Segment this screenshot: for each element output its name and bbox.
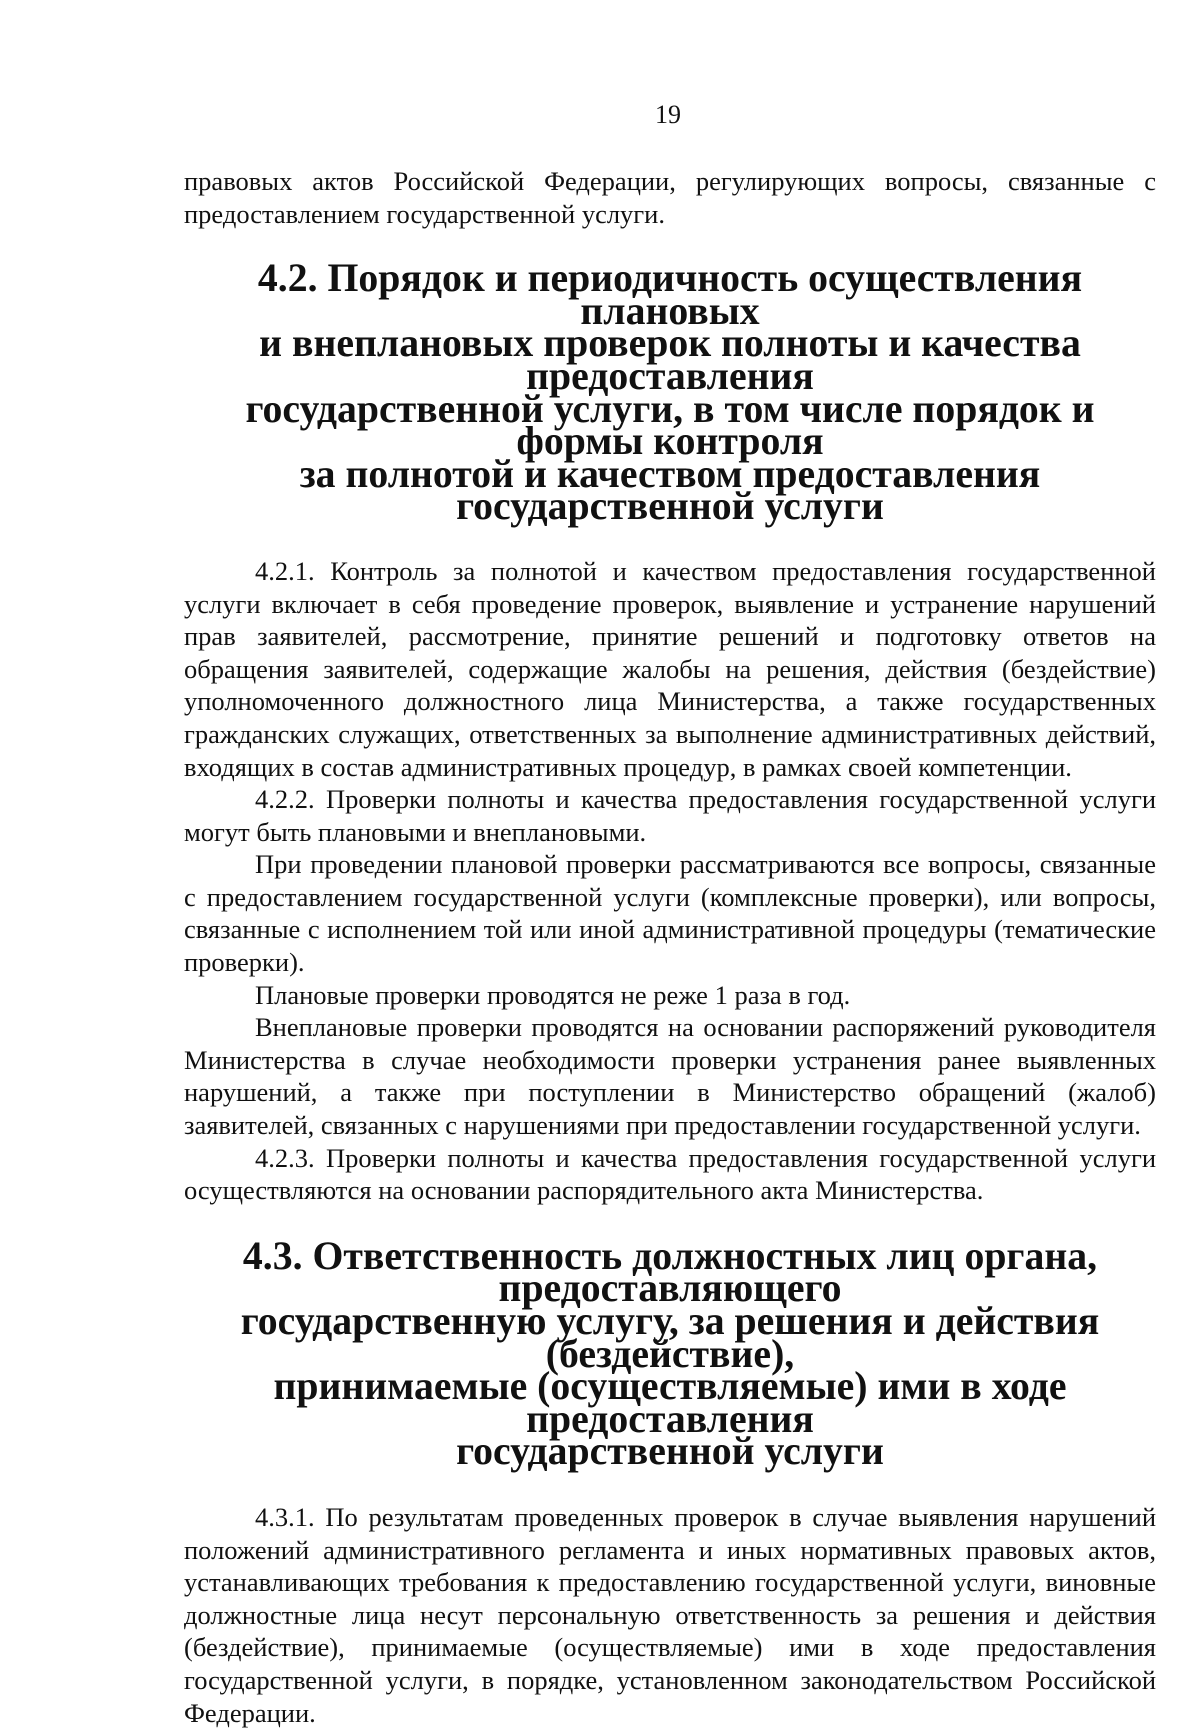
- section-heading-4-2: [184, 256, 1156, 529]
- section-heading-4-3: [184, 1233, 1156, 1474]
- heading-line: за полнотой и качеством предоставления государственной услуги: [299, 451, 1041, 529]
- heading-line: и внеплановых проверок полноты и качества предоставления: [259, 321, 1081, 398]
- paragraph-4-2-2: 4.2.2. Проверки полноты и качества предоставления государственной услуги могут быть плановыми и внеплановыми.: [184, 784, 1156, 847]
- heading-line: государственной услуги, в том числе порядок и формы контроля: [245, 386, 1095, 464]
- heading-line: 4.2. Порядок и периодичность осуществления плановых: [257, 256, 1083, 333]
- heading-line: 4.3. Ответственность должностных лиц органа, предоставляющего: [242, 1233, 1098, 1311]
- page-number: 19: [655, 100, 681, 129]
- paragraph-planned-checks: При проведении плановой проверки рассматриваются все вопросы, связанные с предоставлением государственной услуги (комплексные проверки), или вопросы, связанные с исполнением той или иной административной процедуры (тематические проверки).: [184, 849, 1156, 978]
- paragraph-4-2-3: 4.2.3. Проверки полноты и качества предоставления государственной услуги осуществляются на основании распорядительного акта Министерства.: [184, 1142, 1156, 1206]
- paragraph-4-2-1: 4.2.1. Контроль за полнотой и качеством предоставления государственной услуги включает в себя проведение проверок, выявление и устранение нарушений прав заявителей, рассмотрение, принятие решений и подготовку ответов на обращения заявителей, содержащие жалобы на решения, действия (бездействие) уполномоченного должностного лица Министерства, а также государственных гражданских служащих, ответственных за выполнение административных действий, входящих в состав административных процедур, в рамках своей компетенции.: [184, 555, 1156, 782]
- heading-line: государственной услуги: [456, 1429, 884, 1474]
- paragraph-4-3-1: 4.3.1. По результатам проведенных проверок в случае выявления нарушений положений административного регламента и иных нормативных правовых актов, устанавливающих требования к предоставлению государственной услуги, виновные должностные лица несут персональную ответственность за решения и действия (бездействие), принимаемые (осуществляемые) ими в ходе предоставления государственной услуги, в порядке, установленном законодательством Российской Федерации.: [184, 1501, 1156, 1728]
- intro-paragraph: правовых актов Российской Федерации, регулирующих вопросы, связанные с предоставлением государственной услуги.: [184, 166, 1156, 229]
- paragraph-planned-frequency: Плановые проверки проводятся не реже 1 раза в год.: [255, 979, 851, 1010]
- document-body: [184, 165, 1156, 1729]
- paragraph-unplanned-checks: Внеплановые проверки проводятся на основании распоряжений руководителя Министерства в случае необходимости проверки устранения ранее выявленных нарушений, а также при поступлении в Министерство обращений (жалоб) заявителей, связанных с нарушениями при предоставлении государственной услуги.: [184, 1012, 1156, 1141]
- heading-line: принимаемые (осуществляемые) ими в ходе предоставления: [273, 1364, 1067, 1441]
- heading-line: государственную услугу, за решения и действия (бездействие),: [240, 1299, 1100, 1376]
